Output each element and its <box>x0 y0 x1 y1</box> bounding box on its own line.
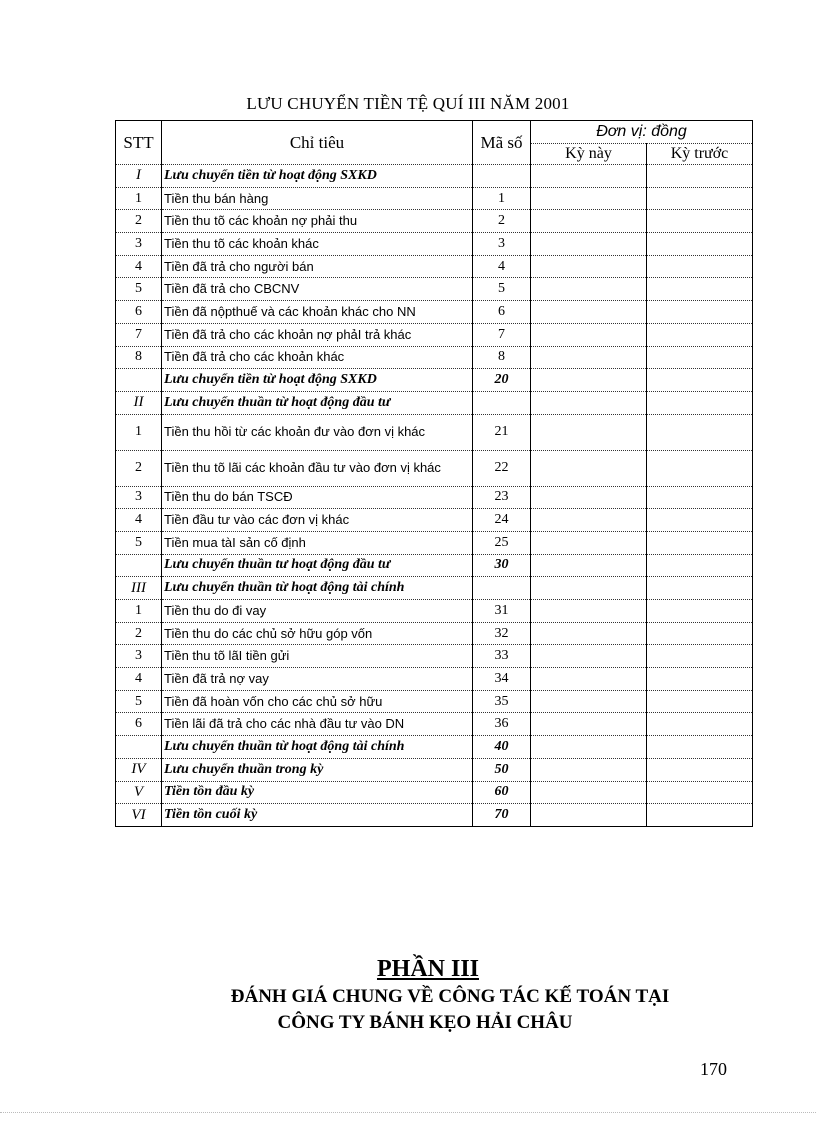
row-ky-truoc <box>647 233 753 256</box>
row-stt: 2 <box>116 450 162 486</box>
table-row <box>116 736 753 759</box>
row-ky-nay <box>531 622 647 645</box>
row-ky-truoc <box>647 645 753 668</box>
row-chi-tieu: Tiền thu do các chủ sở hữu góp vốn <box>162 622 473 645</box>
table-row <box>116 781 753 804</box>
row-stt: 6 <box>116 713 162 736</box>
row-stt: 6 <box>116 301 162 324</box>
row-stt: 5 <box>116 278 162 301</box>
row-chi-tieu: Lưu chuyển thuần tư hoạt động đầu tư <box>162 554 473 577</box>
row-ma-so: 7 <box>473 323 531 346</box>
row-ky-nay <box>531 301 647 324</box>
section-heading-line2: CÔNG TY BÁNH KẸO HẢI CHÂU <box>277 1012 573 1033</box>
row-ky-nay <box>531 210 647 233</box>
row-ky-truoc <box>647 346 753 369</box>
row-ky-truoc <box>647 165 753 188</box>
row-ky-nay <box>531 346 647 369</box>
row-chi-tieu: Lưu chuyển thuần trong kỳ <box>162 758 473 781</box>
row-ky-nay <box>531 531 647 554</box>
row-stt: 5 <box>116 531 162 554</box>
row-ky-truoc <box>647 301 753 324</box>
row-ky-truoc <box>647 187 753 210</box>
header-ky-truoc: Kỳ trước <box>647 144 753 165</box>
row-stt: 1 <box>116 414 162 450</box>
row-ky-truoc <box>647 713 753 736</box>
row-ky-nay <box>531 781 647 804</box>
row-chi-tieu: Tiền thu tõ lãi các khoản đầu tư vào đơn vị khác <box>162 450 473 486</box>
row-ma-so: 2 <box>473 210 531 233</box>
row-ma-so: 70 <box>473 804 531 827</box>
row-ky-nay <box>531 668 647 691</box>
row-chi-tieu: Tiền thu do bán TSCĐ <box>162 486 473 509</box>
table-row <box>116 450 753 486</box>
row-ky-nay <box>531 804 647 827</box>
row-ma-so: 30 <box>473 554 531 577</box>
row-stt: IV <box>116 758 162 781</box>
row-ky-truoc <box>647 736 753 759</box>
row-ky-nay <box>531 554 647 577</box>
table-row <box>116 278 753 301</box>
cash-flow-table <box>115 120 753 827</box>
row-chi-tieu: Tiền thu hồi từ các khoản đư vào đơn vị khác <box>162 414 473 450</box>
row-ky-truoc <box>647 554 753 577</box>
row-ma-so: 23 <box>473 486 531 509</box>
row-stt: 4 <box>116 509 162 532</box>
table-row <box>116 531 753 554</box>
row-ky-nay <box>531 233 647 256</box>
row-ma-so: 36 <box>473 713 531 736</box>
row-chi-tieu: Tiền tồn đầu kỳ <box>162 781 473 804</box>
header-ma-so: Mã số <box>473 121 531 165</box>
row-stt <box>116 369 162 392</box>
row-ma-so: 35 <box>473 690 531 713</box>
table-body <box>116 165 753 827</box>
row-stt: 7 <box>116 323 162 346</box>
row-ma-so: 5 <box>473 278 531 301</box>
row-chi-tieu: Tiền đã trả cho các khoản khác <box>162 346 473 369</box>
row-chi-tieu: Tiền thu tõ lãI tiền gửi <box>162 645 473 668</box>
page-number: 170 <box>700 1059 727 1079</box>
row-ky-nay <box>531 323 647 346</box>
row-ky-nay <box>531 509 647 532</box>
header-unit: Đơn vị: đồng <box>531 121 753 144</box>
row-ky-truoc <box>647 278 753 301</box>
header-stt: STT <box>116 121 162 165</box>
table-row <box>116 509 753 532</box>
row-ky-nay <box>531 600 647 623</box>
row-chi-tieu: Lưu chuyển thuần từ hoạt động đầu tư <box>162 391 473 414</box>
table-title: LƯU CHUYỂN TIỀN TỆ QUÍ III NĂM 2001 <box>246 94 570 113</box>
row-stt: 4 <box>116 255 162 278</box>
table-row <box>116 165 753 188</box>
table-row <box>116 645 753 668</box>
table-row <box>116 713 753 736</box>
table-row <box>116 668 753 691</box>
row-stt: III <box>116 577 162 600</box>
row-ma-so: 8 <box>473 346 531 369</box>
row-ky-truoc <box>647 758 753 781</box>
row-stt: 1 <box>116 600 162 623</box>
row-chi-tieu: Tiền đã trả cho CBCNV <box>162 278 473 301</box>
row-stt: 2 <box>116 210 162 233</box>
row-chi-tieu: Tiền thu tõ các khoản nợ phải thu <box>162 210 473 233</box>
row-chi-tieu: Tiền lãi đã trả cho các nhà đầu tư vào DN <box>162 713 473 736</box>
row-chi-tieu: Tiền thu tõ các khoản khác <box>162 233 473 256</box>
row-ma-so: 6 <box>473 301 531 324</box>
table-row <box>116 622 753 645</box>
table-row <box>116 690 753 713</box>
row-ky-truoc <box>647 509 753 532</box>
row-chi-tieu: Lưu chuyển thuần từ hoạt động tài chính <box>162 577 473 600</box>
row-ma-so: 40 <box>473 736 531 759</box>
row-ky-nay <box>531 577 647 600</box>
row-ky-nay <box>531 391 647 414</box>
row-ky-nay <box>531 278 647 301</box>
table-row <box>116 600 753 623</box>
row-ma-so: 22 <box>473 450 531 486</box>
row-chi-tieu: Tiền mua tàI sản cố định <box>162 531 473 554</box>
row-ma-so: 25 <box>473 531 531 554</box>
table-row <box>116 346 753 369</box>
row-ma-so: 24 <box>473 509 531 532</box>
row-stt: 3 <box>116 645 162 668</box>
row-chi-tieu: Tiền đã nộpthuế và các khoản khác cho NN <box>162 301 473 324</box>
table-row <box>116 758 753 781</box>
header-ky-nay: Kỳ này <box>531 144 647 165</box>
row-ky-truoc <box>647 577 753 600</box>
row-stt: 3 <box>116 233 162 256</box>
row-ky-nay <box>531 414 647 450</box>
row-ky-truoc <box>647 255 753 278</box>
row-ky-truoc <box>647 369 753 392</box>
table-row <box>116 301 753 324</box>
table-row <box>116 391 753 414</box>
row-chi-tieu: Tiền thu bán hàng <box>162 187 473 210</box>
row-ma-so: 32 <box>473 622 531 645</box>
row-chi-tieu: Tiền đã trả cho người bán <box>162 255 473 278</box>
row-chi-tieu: Lưu chuyển tiền từ hoạt động SXKD <box>162 165 473 188</box>
row-ky-truoc <box>647 804 753 827</box>
table-row <box>116 323 753 346</box>
row-ma-so: 21 <box>473 414 531 450</box>
row-ma-so: 1 <box>473 187 531 210</box>
row-ma-so: 60 <box>473 781 531 804</box>
row-ky-nay <box>531 450 647 486</box>
row-ky-nay <box>531 187 647 210</box>
row-chi-tieu: Tiền tồn cuối kỳ <box>162 804 473 827</box>
row-ma-so: 3 <box>473 233 531 256</box>
row-ky-truoc <box>647 600 753 623</box>
row-ky-nay <box>531 645 647 668</box>
table-row <box>116 187 753 210</box>
row-chi-tieu: Lưu chuyển tiền từ hoạt động SXKD <box>162 369 473 392</box>
row-stt: 4 <box>116 668 162 691</box>
row-ma-so: 20 <box>473 369 531 392</box>
row-ky-truoc <box>647 531 753 554</box>
section-heading-line1: ĐÁNH GIÁ CHUNG VỀ CÔNG TÁC KẾ TOÁN TẠI <box>230 986 670 1007</box>
row-stt: V <box>116 781 162 804</box>
row-ky-truoc <box>647 486 753 509</box>
table-row <box>116 255 753 278</box>
header-chi-tieu: Chỉ tiêu <box>162 121 473 165</box>
table-row <box>116 414 753 450</box>
row-ma-so <box>473 577 531 600</box>
row-stt: 8 <box>116 346 162 369</box>
table-row <box>116 233 753 256</box>
table-row <box>116 369 753 392</box>
row-stt: 1 <box>116 187 162 210</box>
table-row <box>116 210 753 233</box>
table-row <box>116 554 753 577</box>
row-ma-so: 34 <box>473 668 531 691</box>
row-stt: II <box>116 391 162 414</box>
row-stt: I <box>116 165 162 188</box>
row-ky-truoc <box>647 391 753 414</box>
row-ky-nay <box>531 736 647 759</box>
row-ky-nay <box>531 486 647 509</box>
row-ky-truoc <box>647 414 753 450</box>
row-ky-truoc <box>647 450 753 486</box>
row-ky-nay <box>531 369 647 392</box>
row-ky-nay <box>531 255 647 278</box>
row-stt: 3 <box>116 486 162 509</box>
table-row <box>116 804 753 827</box>
row-ky-truoc <box>647 622 753 645</box>
table-row <box>116 486 753 509</box>
row-stt: VI <box>116 804 162 827</box>
row-ky-nay <box>531 758 647 781</box>
row-ky-nay <box>531 165 647 188</box>
part-label: PHẦN III <box>376 956 479 982</box>
row-ky-truoc <box>647 210 753 233</box>
row-chi-tieu: Tiền đã hoàn vốn cho các chủ sở hữu <box>162 690 473 713</box>
row-chi-tieu: Tiền thu do đi vay <box>162 600 473 623</box>
row-ma-so: 33 <box>473 645 531 668</box>
row-ma-so: 50 <box>473 758 531 781</box>
table-row <box>116 577 753 600</box>
row-chi-tieu: Lưu chuyển thuần từ hoạt động tài chính <box>162 736 473 759</box>
row-stt <box>116 736 162 759</box>
row-ky-nay <box>531 713 647 736</box>
row-ky-truoc <box>647 781 753 804</box>
row-chi-tieu: Tiền đã trả nợ vay <box>162 668 473 691</box>
row-stt: 2 <box>116 622 162 645</box>
row-ky-nay <box>531 690 647 713</box>
row-ma-so <box>473 165 531 188</box>
row-chi-tieu: Tiền đã trả cho các khoản nợ phảI trả khác <box>162 323 473 346</box>
row-ky-truoc <box>647 668 753 691</box>
row-stt: 5 <box>116 690 162 713</box>
row-ky-truoc <box>647 323 753 346</box>
row-stt <box>116 554 162 577</box>
row-ma-so: 4 <box>473 255 531 278</box>
row-chi-tieu: Tiền đầu tư vào các đơn vị khác <box>162 509 473 532</box>
row-ma-so <box>473 391 531 414</box>
row-ky-truoc <box>647 690 753 713</box>
footer-divider <box>0 1112 816 1113</box>
row-ma-so: 31 <box>473 600 531 623</box>
